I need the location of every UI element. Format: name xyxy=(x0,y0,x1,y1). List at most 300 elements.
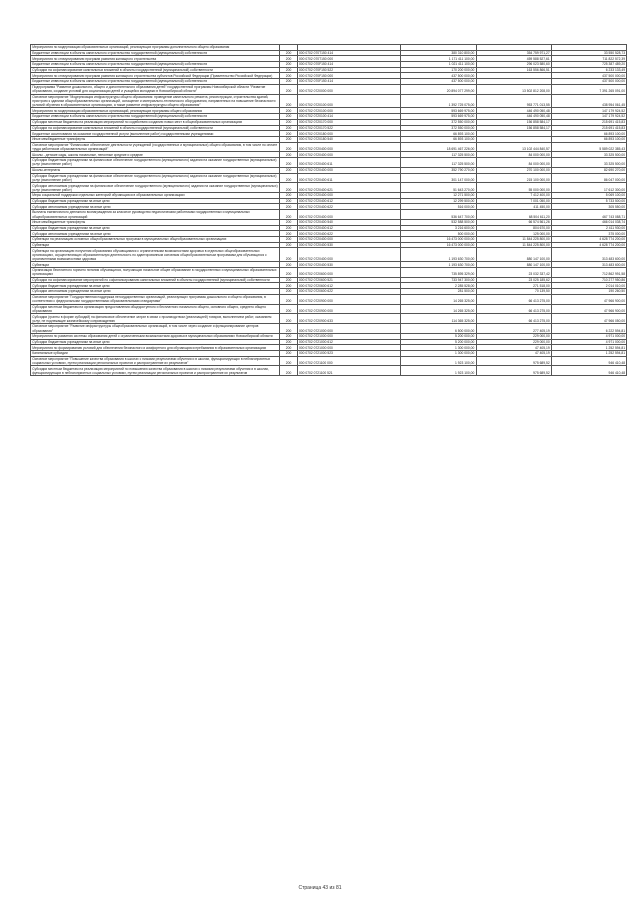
row-budget-code: 000 0702 0720600 000 xyxy=(297,267,400,277)
row-remaining-amount: 946 410,48 xyxy=(551,366,626,376)
row-code: 200 xyxy=(280,333,297,339)
row-executed-amount: 156 858 584,17 xyxy=(476,125,551,131)
row-executed-amount: 880 147 100,00 xyxy=(476,262,551,268)
row-remaining-amount: 1 252 594,81 xyxy=(551,345,626,351)
row-executed-amount: 880 147 100,00 xyxy=(476,248,551,262)
row-remaining-amount: 33 550 528,73 xyxy=(551,50,626,56)
row-approved-amount: 5 200 000,00 xyxy=(401,333,476,339)
table-row xyxy=(31,114,627,120)
row-description: Субсидии (гранты в форме субсидий) на финансовое обеспечение затрат в связи с производством (реализацией) товаров, выполнением работ, оказанием услуг, не подлежащие казначейскому сопровождению xyxy=(31,314,280,324)
row-description: Субвенции на реализацию основных общеобразовательных программ в муниципальных общеобразовательных организациях xyxy=(31,237,280,243)
row-executed-amount: 66 574 561,26 xyxy=(476,219,551,225)
row-description: Субсидии автономным учреждениям на финансовое обеспечение государственного (муниципального) задания на оказание государственных (муниципальных) услуг (выполнение работ) xyxy=(31,183,280,193)
row-code: 200 xyxy=(280,108,297,114)
row-approved-amount: 117 325 500,00 xyxy=(401,158,476,168)
row-remaining-amount: 437 500 000,00 xyxy=(551,79,626,85)
row-executed-amount: 975 689,52 xyxy=(476,366,551,376)
row-code: 200 xyxy=(280,324,297,334)
row-executed-amount: 47 405,19 xyxy=(476,345,551,351)
row-executed-amount: 975 689,52 xyxy=(476,356,551,366)
row-code: 200 xyxy=(280,231,297,237)
row-executed-amount: 11 844 225 800,00 xyxy=(476,242,551,248)
row-executed-amount: 7 001 050,00 xyxy=(476,198,551,204)
row-description: Субсидии автономным учреждениям на иные цели xyxy=(31,204,280,210)
budget-page xyxy=(30,44,626,376)
table-row xyxy=(31,356,627,366)
row-code: 200 xyxy=(280,67,297,73)
row-code: 200 xyxy=(280,142,297,152)
row-code: 200 xyxy=(280,289,297,295)
row-executed-amount: 459 588 527,61 xyxy=(476,56,551,62)
row-code: 200 xyxy=(280,84,297,94)
row-executed-amount: 953 771 013,55 xyxy=(476,94,551,108)
row-description: Организация бесплатного горячего питания обучающихся, получающих начальное общее образование в государственных и муниципальных образовательных организациях xyxy=(31,267,280,277)
row-budget-code: 000 0702 0720400 621 xyxy=(297,183,400,193)
row-budget-code: 000 0702 0720400 000 xyxy=(297,237,400,243)
row-executed-amount: 446 490 050,48 xyxy=(476,114,551,120)
page-number: Страница 43 из 81 xyxy=(298,885,342,891)
row-remaining-amount: 711 822 572,39 xyxy=(551,56,626,62)
row-budget-code: 000 0702 0720600 622 xyxy=(297,289,400,295)
row-remaining-amount: 313 483 600,00 xyxy=(551,262,626,268)
row-remaining-amount: 313 483 600,00 xyxy=(551,248,626,262)
row-code: 200 xyxy=(280,277,297,283)
table-row xyxy=(31,173,627,183)
table-row xyxy=(31,158,627,168)
row-code: 200 xyxy=(280,262,297,268)
row-remaining-amount: 17 612 300,00 xyxy=(551,183,626,193)
row-approved-amount: 352 790 270,00 xyxy=(401,167,476,173)
row-description: Субсидии на софинансирование мероприятий по софинансированию капитальных вложений в объекты государственной (муниципальной) собственности xyxy=(31,277,280,283)
row-budget-code: 000 0702 0720400 000 xyxy=(297,193,400,199)
row-remaining-amount: 190 260,50 xyxy=(551,289,626,295)
row-budget-code: 000 0702 0720400 530 xyxy=(297,242,400,248)
row-description: Подпрограмма "Развитие дошкольного, общего и дополнительного образования детей" государственной программы Новосибирской области "Развитие образования, создание условий для социализации детей и учащейся молодежи в Новосибирской области" xyxy=(31,84,280,94)
budget-table-body xyxy=(31,45,627,376)
row-description: Школы - детские сады, школы начальные, неполные средние и средние xyxy=(31,152,280,158)
row-description: Субвенции на организацию получения образования обучающимися с ограниченными возможностями здоровья в отдельных общеобразовательных организациях, осуществляющих образовательную деятельность по адаптированным основным общеобразовательным программам для обучающихся с ограниченными возможностями здоровья xyxy=(31,248,280,262)
table-row xyxy=(31,333,627,339)
row-approved-amount: 1 923 100,00 xyxy=(401,356,476,366)
row-code: 200 xyxy=(280,62,297,68)
row-budget-code: 000 0702 0720400 611 xyxy=(297,173,400,183)
row-budget-code: 000 0702 0720180 000 xyxy=(297,131,400,137)
row-code: 200 xyxy=(280,114,297,120)
row-description: Капитальные субсидии xyxy=(31,350,280,356)
row-remaining-amount: 1 252 594,81 xyxy=(551,350,626,356)
row-remaining-amount: 375 000,00 xyxy=(551,231,626,237)
row-approved-amount: 281 500,00 xyxy=(401,289,476,295)
row-budget-code: 000 0702 070F150 414 xyxy=(297,79,400,85)
row-budget-code: 000 0702 0720600 521 xyxy=(297,277,400,283)
table-row xyxy=(31,304,627,314)
row-approved-amount: 20 894 077 299,00 xyxy=(401,84,476,94)
row-approved-amount: 6 500 000,00 xyxy=(401,324,476,334)
row-approved-amount: 14 265 325,00 xyxy=(401,294,476,304)
row-budget-code: 000 0702 0720900 000 xyxy=(297,294,400,304)
row-remaining-amount: 6 222 594,81 xyxy=(551,324,626,334)
row-description: Субсидии местным бюджетам на реализацию мероприятий по повышению качества образования в школах с низкими результатами обучения и в школах, функционирующих в неблагоприятных социальных условиях, путем реализации региональных проектов и распространение их результатов xyxy=(31,366,280,376)
row-remaining-amount: 4 628 774 200,00 xyxy=(551,237,626,243)
row-description: Бюджетные инвестиции в объекты капитального строительства государственной (муниципальной) собственности xyxy=(31,114,280,120)
table-row xyxy=(31,237,627,243)
row-remaining-amount: 4 628 774 200,00 xyxy=(551,242,626,248)
row-description: Иные межбюджетные трансферты xyxy=(31,219,280,225)
row-executed-amount: 163 556 866,51 xyxy=(476,67,551,73)
row-executed-amount: 11 844 225 800,00 xyxy=(476,237,551,243)
table-row xyxy=(31,345,627,351)
row-executed-amount: 23 032 337,42 xyxy=(476,267,551,277)
row-executed-amount: 84 000 000,00 xyxy=(476,152,551,158)
row-description: Субсидии на софинансирование капитальных вложений в объекты государственной (муниципальной) собственности xyxy=(31,67,280,73)
row-budget-code: 000 0702 0721100 000 xyxy=(297,356,400,366)
row-description: Бюджетные ассигнования на оказание государственной услуги (выполнение работ) государственными учреждениями xyxy=(31,131,280,137)
row-code: 200 xyxy=(280,339,297,345)
row-budget-code: 000 0702 0720900 633 xyxy=(297,314,400,324)
row-budget-code: 000 0702 0720000 000 xyxy=(297,84,400,94)
row-description: Бюджетные инвестиции в объекты капитального строительства государственной (муниципальной) собственности xyxy=(31,62,280,68)
row-remaining-amount: 438 954 061,45 xyxy=(551,94,626,108)
row-approved-amount: 16 473 000 000,00 xyxy=(401,237,476,243)
row-remaining-amount: 5 589 022 385,43 xyxy=(551,142,626,152)
row-approved-amount: 1 021 411 100,00 xyxy=(401,62,476,68)
row-description: Основное мероприятие "Финансовое обеспечение деятельности учреждений (государственных и муниципальных) общего образования, в том числе по оплате труда работников образовательных организаций" xyxy=(31,142,280,152)
row-budget-code: 000 0702 0720400 612 xyxy=(297,225,400,231)
row-code: 200 xyxy=(280,294,297,304)
row-executed-amount: 55 000 000,00 xyxy=(476,183,551,193)
table-row xyxy=(31,314,627,324)
row-approved-amount: 114 365 325,00 xyxy=(401,314,476,324)
row-approved-amount: 437 500 000,00 xyxy=(401,79,476,85)
row-code: 200 xyxy=(280,210,297,220)
row-budget-code: 000 0702 0721000 000 xyxy=(297,324,400,334)
row-approved-amount: 66 893 100,00 xyxy=(401,136,476,142)
row-approved-amount: 593 669 975,00 xyxy=(401,108,476,114)
row-code: 200 xyxy=(280,94,297,108)
row-approved-amount: 16 473 000 000,00 xyxy=(401,242,476,248)
row-approved-amount: 18 691 467 226,00 xyxy=(401,142,476,152)
row-code: 200 xyxy=(280,152,297,158)
row-budget-code: 000 0702 070Т150 000 xyxy=(297,56,400,62)
row-remaining-amount: 47 966 900,00 xyxy=(551,294,626,304)
row-executed-amount: 277 405,19 xyxy=(476,324,551,334)
row-executed-amount: 156 858 584,17 xyxy=(476,119,551,125)
row-approved-amount: 1 171 411 100,00 xyxy=(401,56,476,62)
row-approved-amount: 437 500 000,00 xyxy=(401,73,476,79)
row-executed-amount: 446 490 050,48 xyxy=(476,108,551,114)
row-budget-code: 000 0702 0720400 540 xyxy=(297,219,400,225)
row-description: Субсидии бюджетным учреждениям на финансовое обеспечение государственного (муниципального) задания на оказание государственных (муниципальных) услуг (выполнение работ) xyxy=(31,158,280,168)
row-code: 200 xyxy=(280,314,297,324)
table-row xyxy=(31,366,627,376)
row-description: Субсидии бюджетным учреждениям на иные цели xyxy=(31,283,280,289)
table-row xyxy=(31,108,627,114)
row-remaining-amount: 946 410,48 xyxy=(551,356,626,366)
row-remaining-amount: 710 277 950,86 xyxy=(551,277,626,283)
row-budget-code: 000 0702 070F150 000 xyxy=(297,73,400,79)
row-description: Мероприятия по стимулированию программ развития жилищного строительства xyxy=(31,56,280,62)
table-row xyxy=(31,210,627,220)
row-executed-amount: 68 504 611,20 xyxy=(476,210,551,220)
row-remaining-amount: 82 690 270,00 xyxy=(551,167,626,173)
row-remaining-amount: 47 966 900,00 xyxy=(551,304,626,314)
row-code: 200 xyxy=(280,79,297,85)
row-executed-amount: 84 000 000,00 xyxy=(476,158,551,168)
row-code: 200 xyxy=(280,50,297,56)
row-budget-code: 000 0702 0720400 622 xyxy=(297,204,400,210)
row-code: 200 xyxy=(280,345,297,351)
row-description: Мероприятия по формированию условий для обеспечения безопасного и комфортного для обучающихся пребывания в образовательных организациях xyxy=(31,345,280,351)
row-approved-amount: 2 285 528,00 xyxy=(401,283,476,289)
row-code: 200 xyxy=(280,267,297,277)
row-budget-code: 000 0702 0720400 622 xyxy=(297,231,400,237)
row-budget-code: 000 0702 0721000 000 xyxy=(297,333,400,339)
row-description: Выплаты ежемесячного денежного вознаграждения за классное руководство педагогическим работникам государственных и муниципальных общеобразовательных организаций xyxy=(31,210,280,220)
table-row xyxy=(31,50,627,56)
table-row xyxy=(31,62,627,68)
row-budget-code: 000 0702 070F150 414 xyxy=(297,62,400,68)
row-description: Субсидии бюджетным учреждениям на иные цели xyxy=(31,225,280,231)
row-description: Иные межбюджетные трансферты xyxy=(31,136,280,142)
row-approved-amount: 5 200 000,00 xyxy=(401,339,476,345)
row-description: Меры социальной поддержки отдельных категорий обучающихся в образовательных организациях xyxy=(31,193,280,199)
row-code: 200 xyxy=(280,219,297,225)
row-remaining-amount: 33 325 500,00 xyxy=(551,152,626,158)
row-code: 200 xyxy=(280,136,297,142)
table-row xyxy=(31,152,627,158)
row-budget-code: 000 0702 0720400 000 xyxy=(297,248,400,262)
row-code: 200 xyxy=(280,158,297,168)
row-budget-code: 000 0702 0721000 523 xyxy=(297,350,400,356)
row-approved-amount: 733 947 300,00 xyxy=(401,277,476,283)
table-row xyxy=(31,294,627,304)
row-approved-amount: 170 200 000,00 xyxy=(401,67,476,73)
row-approved-amount: 1 300 000,00 xyxy=(401,350,476,356)
row-remaining-amount: 215 691 415,83 xyxy=(551,119,626,125)
row-executed-amount: 215 100 000,00 xyxy=(476,173,551,183)
row-remaining-amount: 2 014 010,00 xyxy=(551,283,626,289)
row-code: 200 xyxy=(280,283,297,289)
row-executed-amount: 296 023 580,60 xyxy=(476,62,551,68)
row-description: Мероприятия по модернизации образовательных организаций, реализующих программы дополнительного общего образования xyxy=(31,45,280,51)
row-remaining-amount: 4 971 000,00 xyxy=(551,339,626,345)
table-row xyxy=(31,142,627,152)
row-approved-amount: 500 000,00 xyxy=(401,231,476,237)
row-budget-code: 000 0702 070F150 522 xyxy=(297,67,400,73)
row-code: 200 xyxy=(280,198,297,204)
row-budget-code: 000 0702 0720400 000 xyxy=(297,167,400,173)
table-row xyxy=(31,119,627,125)
row-code: 200 xyxy=(280,173,297,183)
row-remaining-amount: 7 391 265 091,00 xyxy=(551,84,626,94)
row-remaining-amount: 4 971 000,00 xyxy=(551,333,626,339)
table-row xyxy=(31,183,627,193)
row-code: 200 xyxy=(280,119,297,125)
row-code: 200 xyxy=(280,131,297,137)
row-budget-code: 000 0702 0720600 612 xyxy=(297,283,400,289)
table-row xyxy=(31,324,627,334)
row-code: 200 xyxy=(280,56,297,62)
row-approved-amount: 1 923 100,00 xyxy=(401,366,476,376)
row-code: 200 xyxy=(280,73,297,79)
table-row xyxy=(31,267,627,277)
row-executed-amount: 229 000,00 xyxy=(476,333,551,339)
row-remaining-amount: 5 069 100,00 xyxy=(551,193,626,199)
row-code: 200 xyxy=(280,225,297,231)
row-budget-code: 000 0702 0720100 000 xyxy=(297,94,400,108)
row-budget-code: 000 0702 0720900 000 xyxy=(297,304,400,314)
row-budget-code: 000 0702 0720400 611 xyxy=(297,158,400,168)
row-approved-amount: 593 669 975,00 xyxy=(401,114,476,120)
row-code: 200 xyxy=(280,237,297,243)
row-description: Субсидии бюджетным учреждениям на иные цели xyxy=(31,339,280,345)
row-remaining-amount: 725 387 489,20 xyxy=(551,62,626,68)
row-remaining-amount: 215 691 415,83 xyxy=(551,125,626,131)
row-code: 200 xyxy=(280,356,297,366)
row-remaining-amount: 6 233 133,49 xyxy=(551,67,626,73)
row-description: Субсидии бюджетным учреждениям на финансовое обеспечение государственного (муниципального) задания на оказание государственных (муниципальных) услуг (выполнение работ) xyxy=(31,173,280,183)
row-remaining-amount: 305 550,00 xyxy=(551,204,626,210)
row-remaining-amount: 5 733 500,00 xyxy=(551,198,626,204)
row-description: Бюджетные инвестиции в объекты капитального строительства государственной (муниципальной) собственности xyxy=(31,50,280,56)
row-code: 200 xyxy=(280,350,297,356)
row-code: 200 xyxy=(280,304,297,314)
row-code: 200 xyxy=(280,193,297,199)
row-description: Мероприятия по стимулированию программ развития жилищного строительства субъектов Российской Федерации (Правительство Российской Федерации) xyxy=(31,73,280,79)
row-description: Основное мероприятие "Государственная поддержка негосударственных организаций, реализующих программы дошкольного и общего образования, в соответствии с федеральными государственными образовательными стандартами" xyxy=(31,294,280,304)
row-executed-amount: 66 413 275,00 xyxy=(476,294,551,304)
row-executed-amount: 804 670,00 xyxy=(476,225,551,231)
row-approved-amount: 12 299 500,00 xyxy=(401,198,476,204)
row-budget-code: 000 0702 0721000 000 xyxy=(297,345,400,351)
row-approved-amount: 380 310 800,00 xyxy=(401,50,476,56)
row-description: Мероприятия по развитию системы образования детей с ограниченными возможностями здоровья в муниципальных образованиях Новосибирской области xyxy=(31,333,280,339)
row-remaining-amount: 467 743 088,71 xyxy=(551,210,626,220)
row-approved-amount: 1 193 630 700,00 xyxy=(401,248,476,262)
row-executed-amount: 66 413 275,00 xyxy=(476,304,551,314)
row-executed-amount: 271 518,00 xyxy=(476,283,551,289)
row-budget-code: 000 0702 0720400 000 xyxy=(297,152,400,158)
row-approved-amount: 532 588 500,00 xyxy=(401,219,476,225)
row-remaining-amount: 712 862 991,58 xyxy=(551,267,626,277)
row-code: 200 xyxy=(280,183,297,193)
row-code: 200 xyxy=(280,167,297,173)
row-approved-amount: 3 216 600,00 xyxy=(401,225,476,231)
row-description: Субсидии на софинансирование капитальных вложений в объекты государственной (муниципальной) собственности xyxy=(31,125,280,131)
row-executed-amount: 125 000,00 xyxy=(476,231,551,237)
row-budget-code: 000 0702 0720400 000 xyxy=(297,142,400,152)
row-executed-amount: 23 025 185,62 xyxy=(476,277,551,283)
row-budget-code: 000 0702 0720100 414 xyxy=(297,114,400,120)
row-description: Субвенции xyxy=(31,262,280,268)
row-budget-code: 000 0702 070Т150 414 xyxy=(297,50,400,56)
row-description: Мероприятия по модернизации образовательных организаций, реализующих программы общего образования xyxy=(31,108,280,114)
row-budget-code: 000 0702 0720400 612 xyxy=(297,198,400,204)
row-approved-amount: 735 895 329,00 xyxy=(401,267,476,277)
row-remaining-amount: 437 500 000,00 xyxy=(551,73,626,79)
row-budget-code: 000 0702 0721100 521 xyxy=(297,366,400,376)
row-approved-amount: 12 271 500,00 xyxy=(401,193,476,199)
row-budget-code: 000 0702 0720180 540 xyxy=(297,136,400,142)
row-executed-amount: 411 450,00 xyxy=(476,204,551,210)
row-approved-amount: 14 265 325,00 xyxy=(401,304,476,314)
row-description: Основное мероприятие "Развитие инфраструктуры общеобразовательных организаций, в том числе через создание и функционирование центров образования" xyxy=(31,324,280,334)
row-executed-amount: 13 102 444 840,57 xyxy=(476,142,551,152)
table-row xyxy=(31,248,627,262)
row-code: 200 xyxy=(280,125,297,131)
table-row xyxy=(31,193,627,199)
table-row xyxy=(31,67,627,73)
row-remaining-amount: 147 179 924,52 xyxy=(551,108,626,114)
row-description: Субвенции xyxy=(31,242,280,248)
row-remaining-amount: 33 325 500,00 xyxy=(551,158,626,168)
row-remaining-amount: 466 014 038,74 xyxy=(551,219,626,225)
row-approved-amount: 1 300 000,00 xyxy=(401,345,476,351)
row-description: Основное мероприятие "Модернизация инфраструктуры общего образования: проведение капитального ремонта, реконструкции, строительства зданий, пристроек к зданиям общеобразовательных организаций, оснащение и материально-технического оборудования, направленных на повышение безопасности условий обучения в образовательных организациях, а также развитие инфраструктуры общего образования" xyxy=(31,94,280,108)
row-approved-amount: 301 147 000,00 xyxy=(401,173,476,183)
row-approved-amount: 1 193 630 700,00 xyxy=(401,262,476,268)
row-budget-code: 000 0702 0720170 522 xyxy=(297,125,400,131)
table-row xyxy=(31,125,627,131)
row-remaining-amount: 66 893 100,00 xyxy=(551,131,626,137)
row-approved-amount: 117 325 500,00 xyxy=(401,152,476,158)
row-approved-amount: 372 550 000,00 xyxy=(401,119,476,125)
row-code: 200 xyxy=(280,366,297,376)
row-executed-amount: 229 000,00 xyxy=(476,339,551,345)
table-row xyxy=(31,277,627,283)
row-description: Субсидии бюджетным учреждениям на иные цели xyxy=(31,198,280,204)
row-code: 200 xyxy=(280,242,297,248)
row-executed-amount: 13 502 812 208,00 xyxy=(476,84,551,94)
row-description: Основное мероприятие "Повышение качества образования в школах с низкими результатами обучения и в школах, функционирующих в неблагоприятных социальных условиях, путем реализации региональных проектов и распространение их результатов" xyxy=(31,356,280,366)
table-row xyxy=(31,94,627,108)
row-description: Субсидии местным бюджетам на организацию предоставления общедоступного и бесплатного начального общего, основного общего, среднего общего образования xyxy=(31,304,280,314)
row-budget-code: 000 0702 0720170 000 xyxy=(297,119,400,125)
row-remaining-amount: 86 047 000,00 xyxy=(551,173,626,183)
row-budget-code: 000 0702 0721000 612 xyxy=(297,339,400,345)
row-remaining-amount: 66 893 100,00 xyxy=(551,136,626,142)
row-budget-code: 000 0702 0720400 000 xyxy=(297,210,400,220)
row-approved-amount: 372 550 000,00 xyxy=(401,125,476,131)
row-approved-amount: 536 647 700,00 xyxy=(401,210,476,220)
row-executed-amount: 270 100 000,00 xyxy=(476,167,551,173)
row-code: 200 xyxy=(280,248,297,262)
row-approved-amount: 66 893 100,00 xyxy=(401,131,476,137)
row-budget-code: 000 0702 0720100 000 xyxy=(297,108,400,114)
row-remaining-amount: 147 179 924,52 xyxy=(551,114,626,120)
row-executed-amount: 70 139,50 xyxy=(476,289,551,295)
row-approved-amount: 516 000,00 xyxy=(401,204,476,210)
row-description: Бюджетные инвестиции в объекты капитального строительства государственной (муниципальной) собственности xyxy=(31,79,280,85)
row-executed-amount: 66 413 275,00 xyxy=(476,314,551,324)
budget-table xyxy=(30,44,627,376)
row-description: Субсидии местным бюджетам на реализацию мероприятий по содействию созданию новых мест в общеобразовательных организациях xyxy=(31,119,280,125)
row-remaining-amount: 47 966 050,00 xyxy=(551,314,626,324)
table-row xyxy=(31,56,627,62)
row-description: Школы-интернаты xyxy=(31,167,280,173)
row-executed-amount: 7 412 400,00 xyxy=(476,193,551,199)
row-description: Субсидии автономным учреждениям на иные цели xyxy=(31,289,280,295)
table-row xyxy=(31,84,627,94)
row-executed-amount: 47 405,19 xyxy=(476,350,551,356)
row-description: Субсидии автономным учреждениям на иные цели xyxy=(31,231,280,237)
row-approved-amount: 1 392 725 075,00 xyxy=(401,94,476,108)
row-executed-amount: 354 759 971,27 xyxy=(476,50,551,56)
row-remaining-amount: 2 411 930,00 xyxy=(551,225,626,231)
row-code: 200 xyxy=(280,204,297,210)
row-approved-amount: 51 643 270,00 xyxy=(401,183,476,193)
row-budget-code: 000 0702 0720400 530 xyxy=(297,262,400,268)
